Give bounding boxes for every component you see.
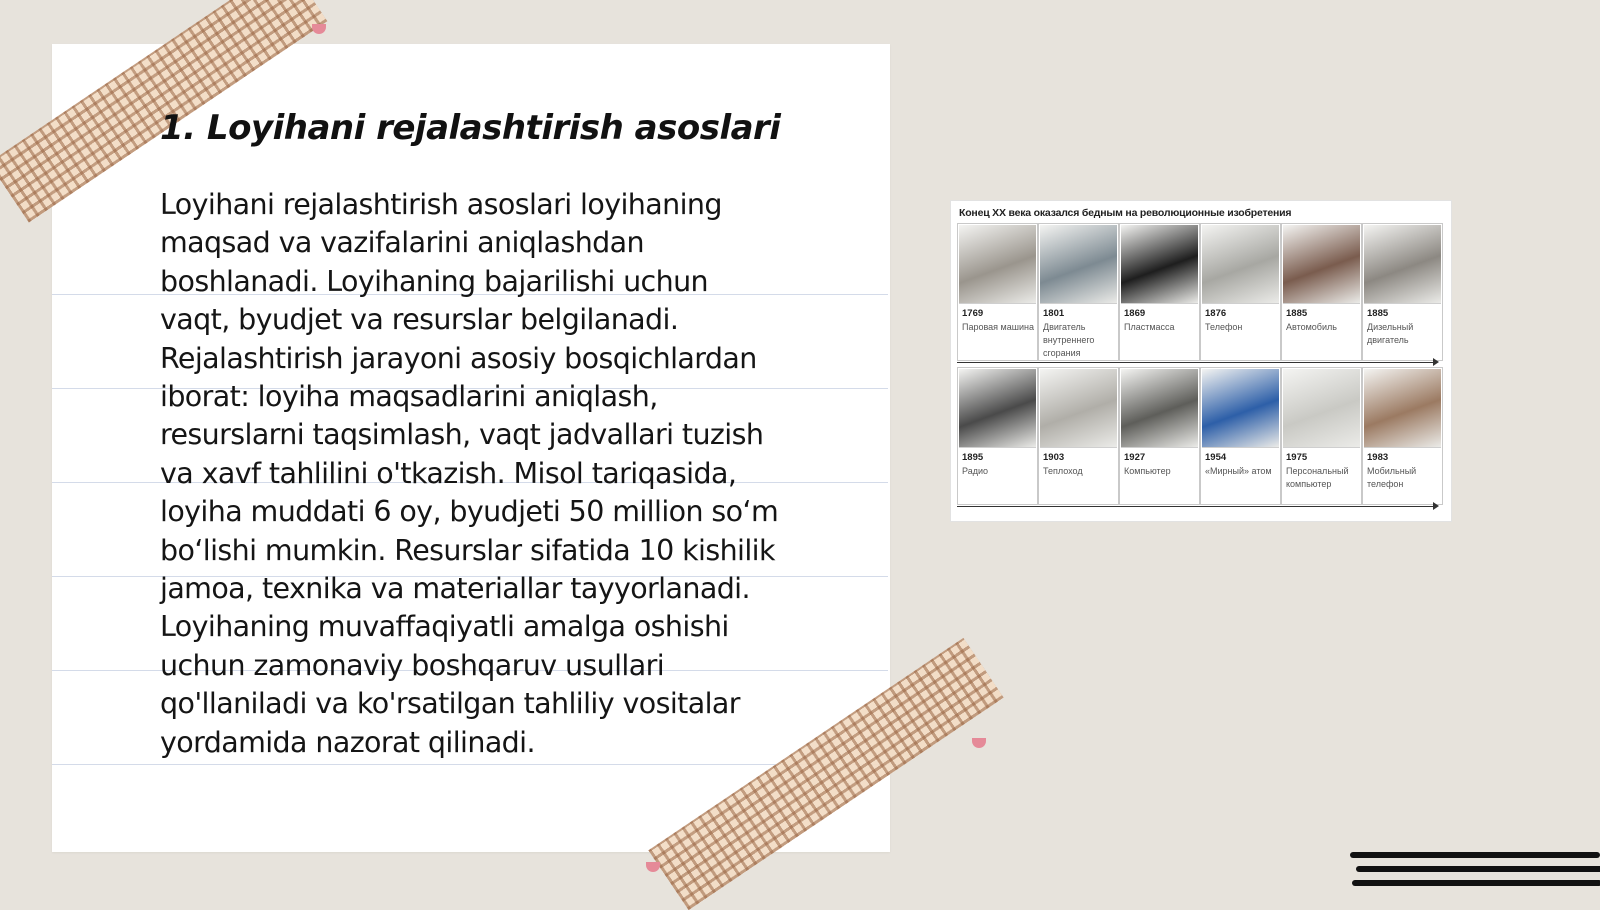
body-line: yordamida nazorat qilinadi. bbox=[160, 725, 535, 759]
body-line: uchun zamonaviy boshqaruv usullari bbox=[160, 648, 665, 682]
invention-label: Пластмасса bbox=[1124, 322, 1175, 332]
mobile-phone-photo bbox=[1364, 369, 1441, 448]
computer-photo bbox=[1121, 369, 1198, 448]
body-line: maqsad va vazifalarini aniqlashdan bbox=[160, 226, 644, 260]
invention-year: 1954 bbox=[1205, 452, 1227, 463]
steamship-photo bbox=[1040, 369, 1117, 448]
body-line: Loyihani rejalashtirish asoslari loyihaning bbox=[160, 188, 722, 221]
timeline-arrow-2 bbox=[957, 506, 1435, 507]
slide-title: 1. Loyihani rejalashtirish asoslari bbox=[160, 108, 781, 148]
invention-year: 1885 bbox=[1367, 308, 1389, 319]
infographic-row-1 bbox=[957, 223, 1439, 361]
body-line: bo‘lishi mumkin. Resurslar sifatida 10 kishilik bbox=[160, 533, 775, 567]
invention-label: Дизельный двигатель bbox=[1367, 322, 1414, 345]
invention-cell bbox=[1281, 367, 1362, 505]
invention-label: Двигатель внутреннего сгорания bbox=[1043, 322, 1095, 358]
invention-year: 1769 bbox=[962, 308, 984, 319]
invention-cell bbox=[1362, 223, 1443, 361]
personal-computer-photo bbox=[1283, 369, 1360, 448]
body-line: resurslarni taqsimlash, vaqt jadvallari tuzish bbox=[160, 418, 764, 452]
invention-label: Мобильный телефон bbox=[1367, 466, 1417, 489]
body-line: jamoa, texnika va materiallar tayyorlanadi. bbox=[160, 572, 750, 606]
body-line: va xavf tahlilini o'tkazish. Misol tariqasida, bbox=[160, 456, 737, 490]
invention-cell bbox=[1119, 223, 1200, 361]
invention-year: 1903 bbox=[1043, 452, 1065, 463]
body-line: Rejalashtirish jarayoni asosiy bosqichlardan bbox=[160, 341, 757, 375]
tape-pin-bottom bbox=[972, 738, 986, 748]
invention-label: Компьютер bbox=[1124, 466, 1171, 476]
timeline-arrow-1 bbox=[957, 362, 1435, 363]
invention-year: 1927 bbox=[1124, 452, 1146, 463]
invention-year: 1895 bbox=[962, 452, 984, 463]
paper-rule-line bbox=[52, 764, 888, 765]
invention-label: «Мирный» атом bbox=[1205, 466, 1272, 476]
scribble-line bbox=[1352, 880, 1600, 886]
timeline-arrowhead-2 bbox=[1433, 502, 1439, 510]
combustion-engine-photo bbox=[1040, 225, 1117, 304]
plastic-photo bbox=[1121, 225, 1198, 304]
tape-pin-top bbox=[312, 24, 326, 34]
radio-photo bbox=[959, 369, 1036, 448]
steam-engine-photo bbox=[959, 225, 1036, 304]
invention-year: 1876 bbox=[1205, 308, 1227, 319]
telephone-photo bbox=[1202, 225, 1279, 304]
slide-body-text bbox=[160, 186, 850, 762]
body-line: iborat: loyiha maqsadlarini aniqlash, bbox=[160, 380, 658, 414]
invention-label: Теплоход bbox=[1043, 466, 1083, 476]
automobile-photo bbox=[1283, 225, 1360, 304]
body-line: loyiha muddati 6 oy, byudjeti 50 million so‘m bbox=[160, 495, 779, 529]
scribble-line bbox=[1356, 866, 1600, 872]
tape-pin-bottom-left bbox=[646, 862, 660, 872]
invention-label: Паровая машина bbox=[962, 322, 1034, 332]
atom-photo bbox=[1202, 369, 1279, 448]
invention-cell bbox=[1200, 223, 1281, 361]
invention-cell bbox=[1038, 367, 1119, 505]
body-line: vaqt, byudjet va resurslar belgilanadi. bbox=[160, 303, 679, 337]
invention-cell bbox=[1281, 223, 1362, 361]
invention-label: Телефон bbox=[1205, 322, 1243, 332]
invention-year: 1869 bbox=[1124, 308, 1146, 319]
inventions-infographic bbox=[950, 200, 1452, 522]
body-line: qo'llaniladi va ko'rsatilgan tahliliy vositalar bbox=[160, 687, 740, 721]
infographic-row-2 bbox=[957, 367, 1439, 505]
body-line: Loyihaning muvaffaqiyatli amalga oshishi bbox=[160, 610, 729, 644]
invention-year: 1975 bbox=[1286, 452, 1308, 463]
invention-cell bbox=[1038, 223, 1119, 361]
invention-label: Персональный компьютер bbox=[1286, 466, 1349, 489]
invention-year: 1885 bbox=[1286, 308, 1308, 319]
invention-cell bbox=[1362, 367, 1443, 505]
invention-label: Радио bbox=[962, 466, 988, 476]
invention-year: 1983 bbox=[1367, 452, 1389, 463]
invention-label: Автомобиль bbox=[1286, 322, 1337, 332]
diesel-engine-photo bbox=[1364, 225, 1441, 304]
timeline-arrowhead-1 bbox=[1433, 358, 1439, 366]
invention-year: 1801 bbox=[1043, 308, 1065, 319]
invention-cell bbox=[957, 367, 1038, 505]
invention-cell bbox=[1200, 367, 1281, 505]
infographic-heading: Конец XX века оказался бедным на революционные изобретения bbox=[959, 207, 1292, 219]
body-line: boshlanadi. Loyihaning bajarilishi uchun bbox=[160, 264, 709, 298]
invention-cell bbox=[957, 223, 1038, 361]
scribble-line bbox=[1350, 852, 1600, 858]
invention-cell bbox=[1119, 367, 1200, 505]
